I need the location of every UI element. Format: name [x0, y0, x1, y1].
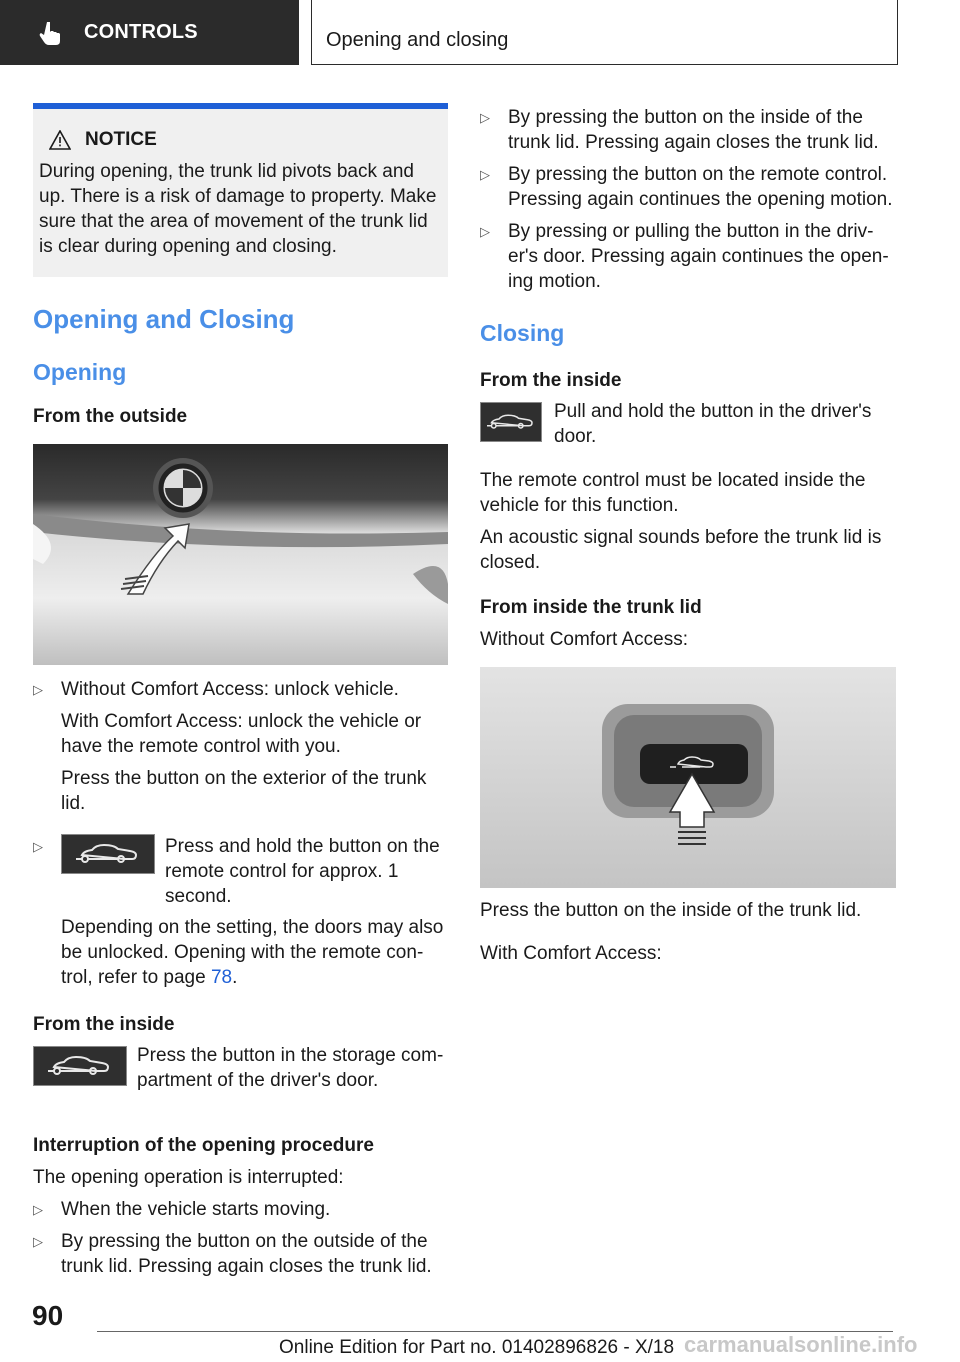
opening-heading: Opening [33, 359, 127, 385]
section-title: CONTROLS [84, 21, 198, 43]
topic-box [311, 0, 898, 65]
trunk-exterior-photo [33, 444, 448, 665]
left-column [33, 103, 448, 1279]
list-text: Press the button on the exterior of the trunk lid. [61, 768, 427, 814]
list-text: By pressing the button on the outside of the trunk lid. Pressing again closes the trunk lid. [61, 1231, 432, 1277]
inside-text: Pull and hold the button in the driver's door. [554, 401, 872, 447]
edition-text: Online Edition for Part no. 01402896826 - X/18 [279, 1337, 675, 1358]
car-trunk-icon [480, 402, 542, 442]
list-item [480, 162, 896, 212]
car-trunk-icon [33, 1046, 127, 1086]
warning-triangle-icon [49, 130, 71, 150]
from-outside-heading: From the outside [33, 406, 188, 427]
list-item [33, 1229, 448, 1279]
inside-row [480, 399, 896, 449]
punctuation: . [232, 967, 238, 988]
topic-title: Opening and closing [326, 29, 509, 51]
bullet-triangle-icon: ▷ [33, 839, 43, 854]
page-link[interactable]: 78 [210, 967, 233, 988]
list-item [480, 219, 896, 294]
page-number: 90 [32, 1300, 64, 1331]
interruption-text: The opening operation is interrupted: [33, 1167, 344, 1188]
inside-text: Press the button in the storage compartment of the driver's door. [137, 1045, 444, 1091]
hand-pointer-icon [38, 20, 64, 46]
bullet-triangle-icon: ▷ [480, 110, 490, 125]
list-text: Press and hold the button on the remote control for approx. 1 second. [165, 836, 440, 907]
bullet-triangle-icon: ▷ [33, 1202, 43, 1217]
paragraph: The remote control must be located inside the vehicle for this function. [480, 470, 866, 516]
from-inside-heading: From the inside [480, 370, 622, 391]
section-tab [0, 0, 299, 65]
notice-text: During opening, the trunk lid pivots back and up. There is a risk of damage to property. Make sure that the area of movement of the trunk lid is clear during opening and closing. [39, 161, 437, 257]
inside-row [33, 1043, 448, 1093]
list-text: When the vehicle starts moving. [61, 1199, 331, 1220]
list-item [33, 1197, 448, 1222]
closing-heading: Closing [480, 320, 565, 346]
paragraph: An acoustic signal sounds before the trunk lid is closed. [480, 527, 882, 573]
with-comfort-text: With Comfort Access: [480, 943, 662, 964]
list-text: By pressing or pulling the button in the driver's door. Pressing again continues the opening motion. [508, 221, 889, 292]
bullet-triangle-icon: ▷ [33, 682, 43, 697]
bullet-triangle-icon: ▷ [480, 167, 490, 182]
list-text: With Comfort Access: unlock the vehicle or have the remote control with you. [61, 711, 422, 757]
car-trunk-icon [61, 834, 155, 874]
bullet-triangle-icon: ▷ [480, 224, 490, 239]
list-item [33, 677, 448, 816]
main-heading: Opening and Closing [33, 304, 295, 334]
trunk-lid-heading: From inside the trunk lid [480, 597, 702, 618]
list-text: By pressing the button on the inside of the trunk lid. Pressing again closes the trunk lid. [508, 107, 879, 153]
press-inside-text: Press the button on the inside of the trunk lid. [480, 900, 862, 921]
list-text: By pressing the button on the remote control. Pressing again continues the opening motion. [508, 164, 893, 210]
list-item [480, 105, 896, 155]
watermark: carmanualsonline.info [684, 1332, 918, 1357]
interruption-heading: Interruption of the opening procedure [33, 1135, 374, 1156]
without-comfort-text: Without Comfort Access: [480, 629, 689, 650]
right-column [480, 103, 896, 966]
bullet-triangle-icon: ▷ [33, 1234, 43, 1249]
notice-box [33, 103, 448, 277]
list-text: Depending on the setting, the doors may also be unlocked. Opening with the remote control, refer to page [61, 917, 444, 988]
from-inside-heading: From the inside [33, 1014, 175, 1035]
list-item [33, 834, 448, 990]
notice-title: NOTICE [85, 129, 157, 150]
list-text: Without Comfort Access: unlock vehicle. [61, 679, 399, 700]
trunk-interior-button-photo [480, 667, 896, 888]
